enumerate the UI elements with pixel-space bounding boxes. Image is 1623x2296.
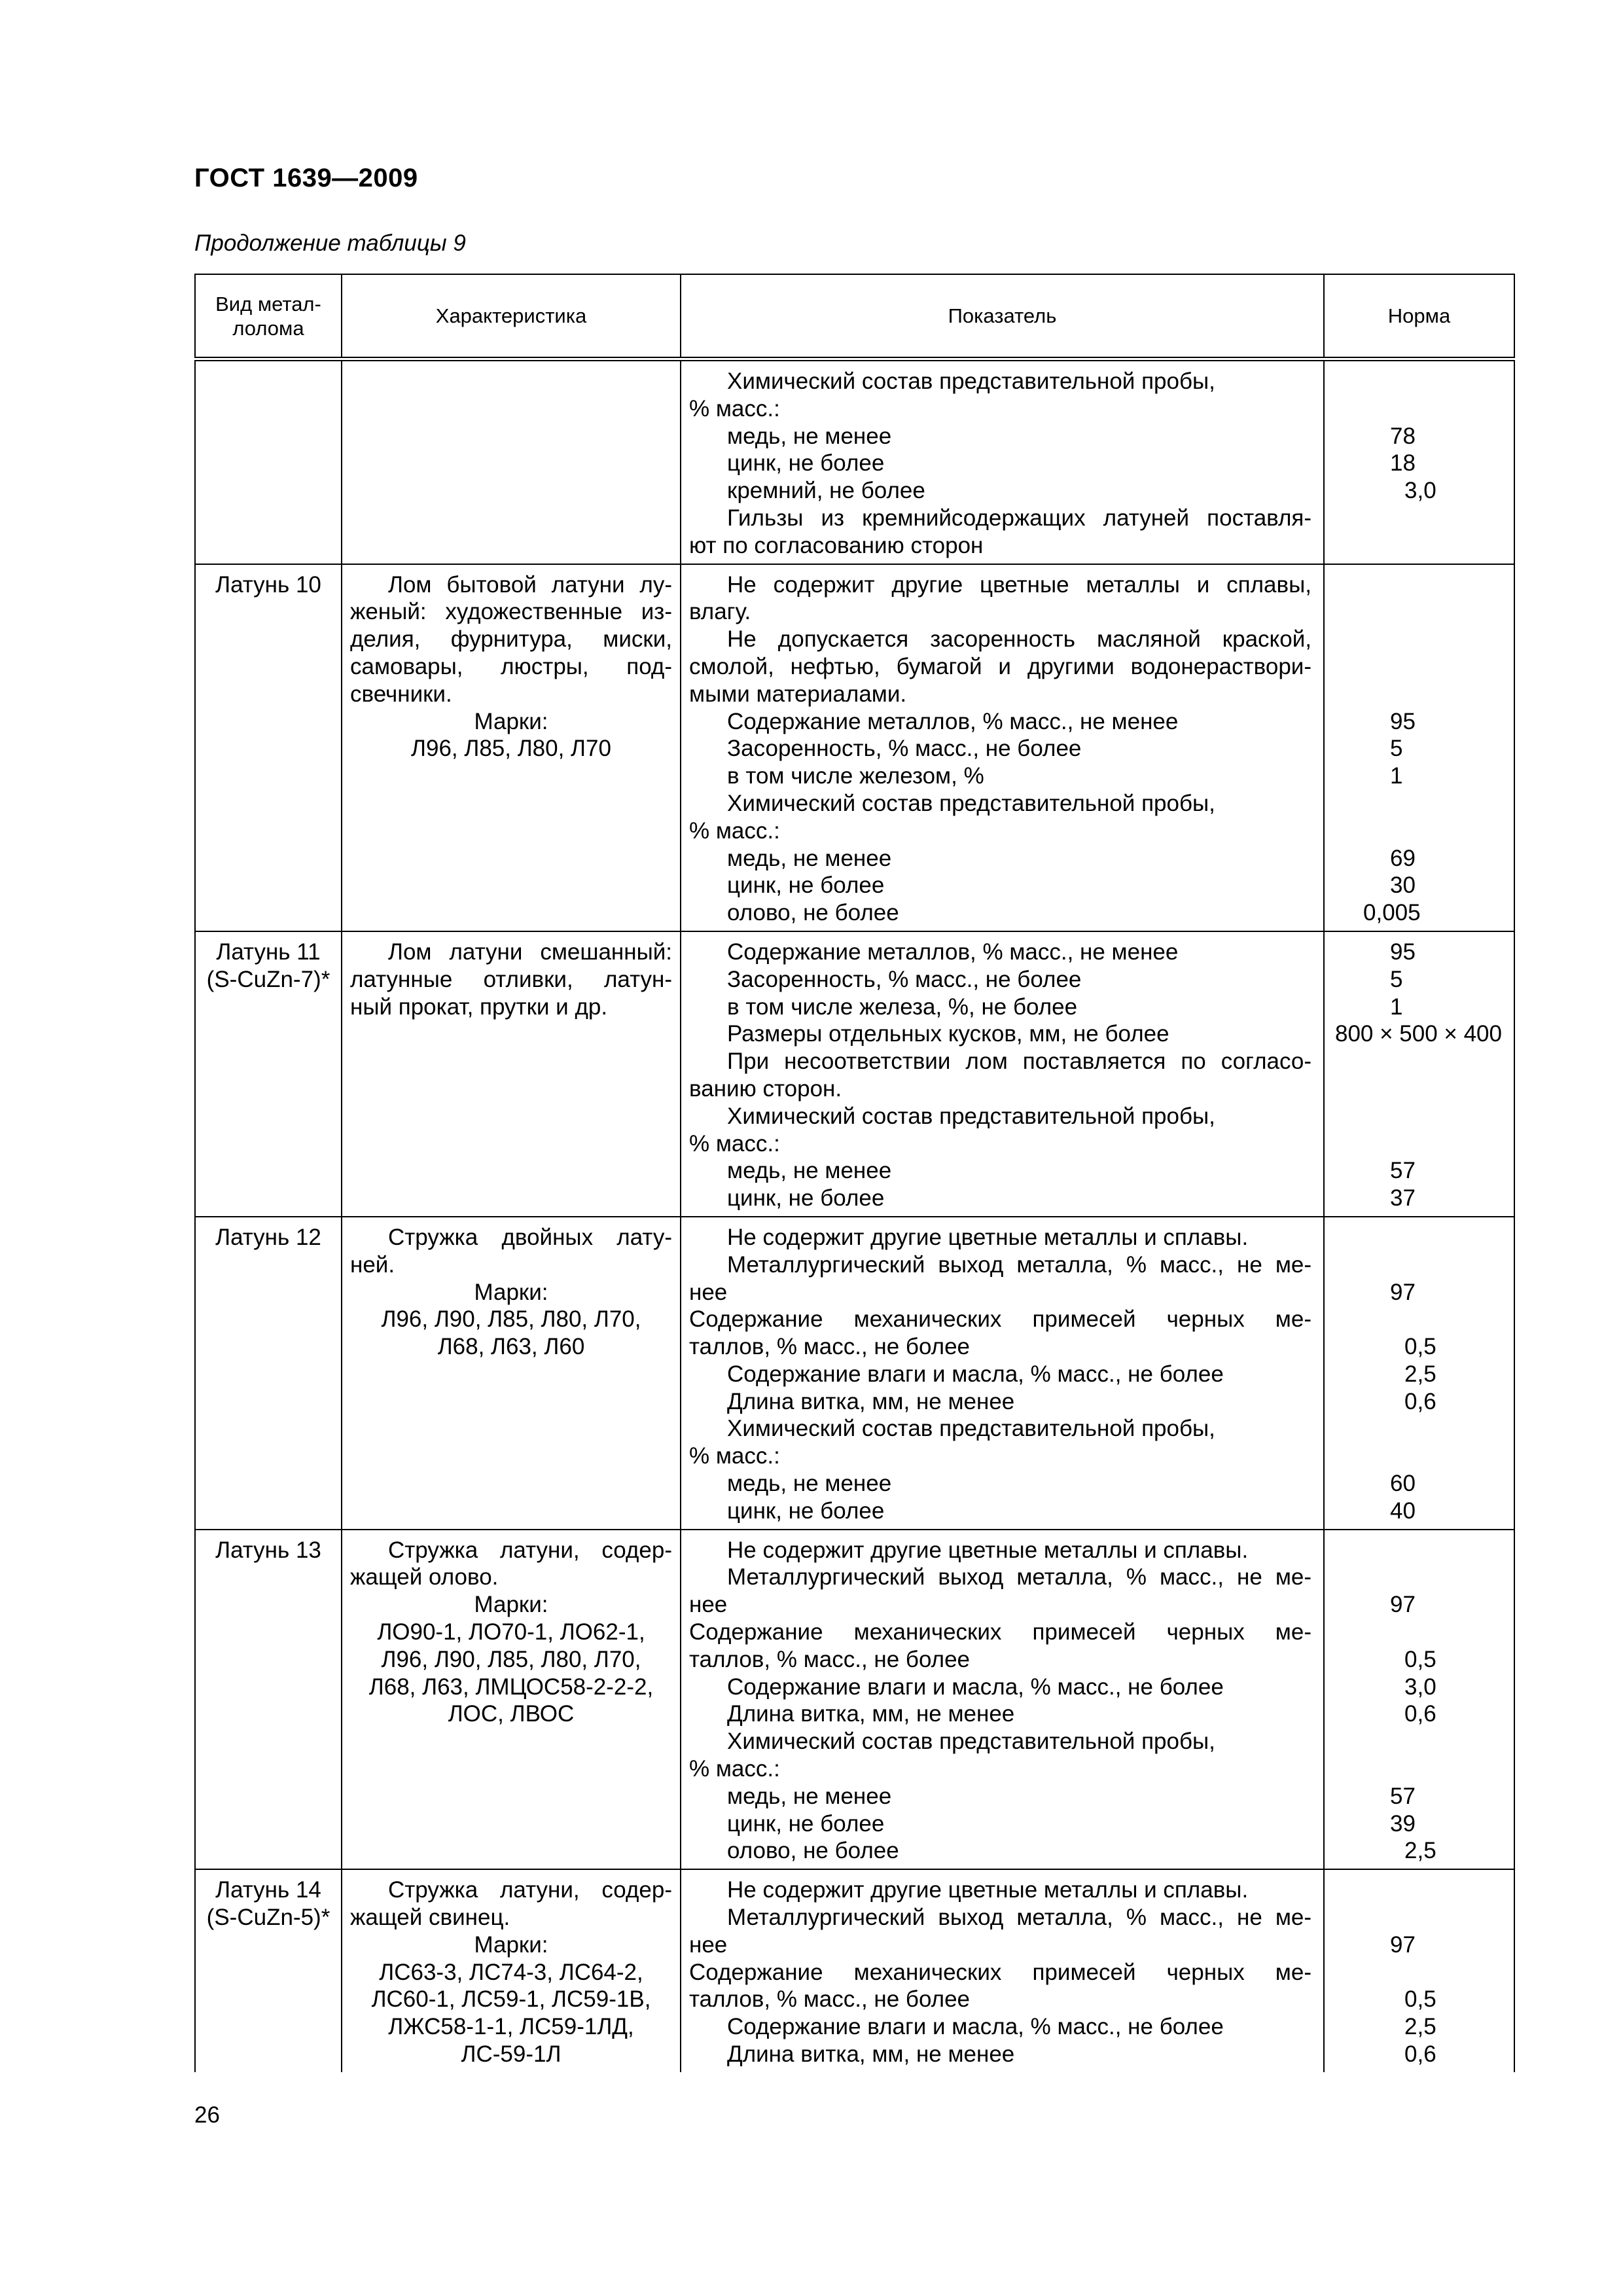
indicator-line: Химический состав представительной пробы, bbox=[727, 790, 1215, 816]
norm-empty bbox=[1325, 790, 1514, 817]
indicator-line: цинк, не более bbox=[727, 1185, 885, 1211]
table-container bbox=[194, 274, 1514, 2072]
col-header-characteristic: Характеристика bbox=[342, 274, 681, 359]
table-caption: Продолжение таблицы 9 bbox=[194, 230, 466, 256]
norm-value: 2,5 bbox=[1404, 1838, 1436, 1864]
norm-value: 37 bbox=[1390, 1185, 1416, 1211]
indicator-line: медь, не менее bbox=[727, 1783, 892, 1809]
characteristic-line: ЛО90-1, ЛО70-1, ЛО62-1, bbox=[377, 1619, 645, 1645]
table-row bbox=[195, 1217, 1514, 1530]
norm-empty bbox=[1325, 598, 1514, 626]
norm-value: 97 bbox=[1390, 1592, 1416, 1618]
norm-empty bbox=[1325, 368, 1514, 395]
indicator-line: Содержание металлов, % масс., не менее bbox=[727, 939, 1179, 965]
indicator-line: Длина витка, мм, не менее bbox=[727, 1701, 1015, 1727]
cell-indicator bbox=[681, 931, 1324, 1217]
characteristic-line: ЛС60-1, ЛС59-1, ЛС59-1В, bbox=[371, 1986, 651, 2013]
norm-value: 39 bbox=[1390, 1810, 1416, 1837]
norm-value: 97 bbox=[1390, 1931, 1416, 1958]
cell-indicator bbox=[681, 1869, 1324, 2072]
data-table bbox=[194, 274, 1515, 2072]
kind-line: Латунь 12 bbox=[215, 1224, 321, 1250]
indicator-line: Металлургический выход металла, % масс., не ме- bbox=[727, 1251, 1311, 1278]
cell-norm bbox=[1324, 1217, 1514, 1530]
norm-value: 57 bbox=[1390, 1783, 1416, 1809]
norm-value: 95 bbox=[1390, 939, 1416, 965]
indicator-line: % масс.: bbox=[689, 1130, 780, 1157]
indicator-line: цинк, не более bbox=[727, 1498, 885, 1524]
col-header-kind: Вид метал- лолома bbox=[195, 274, 342, 359]
indicator-line: олово, не более bbox=[727, 900, 899, 926]
indicator-line: Не содержит другие цветные металлы и сплавы. bbox=[727, 1877, 1249, 1903]
characteristic-line: Л68, Л63, ЛМЦОС58-2-2-2, bbox=[368, 1674, 654, 1700]
kind-line: Латунь 11 bbox=[216, 939, 321, 965]
indicator-line: % масс.: bbox=[689, 395, 780, 422]
norm-empty bbox=[1325, 1443, 1514, 1470]
col-header-indicator: Показатель bbox=[681, 274, 1324, 359]
kind-line: (S-CuZn-7)* bbox=[206, 966, 330, 992]
indicator-line: таллов, % масс., не более bbox=[689, 1646, 971, 1672]
norm-empty bbox=[1325, 505, 1514, 532]
document-title: ГОСТ 1639—2009 bbox=[194, 164, 418, 192]
norm-value: 1 bbox=[1390, 763, 1403, 789]
indicator-line: цинк, не более bbox=[727, 872, 885, 899]
indicator-line: влагу. bbox=[689, 599, 751, 625]
indicator-line: Содержание механических примесей черных ме- bbox=[689, 1619, 1311, 1645]
indicator-line: % масс.: bbox=[689, 817, 780, 844]
norm-value: 800 × 500 × 400 bbox=[1335, 1021, 1502, 1047]
table-row bbox=[195, 564, 1514, 931]
characteristic-line: Марки: bbox=[474, 1592, 548, 1618]
norm-empty bbox=[1325, 817, 1514, 845]
indicator-line: Длина витка, мм, не менее bbox=[727, 2041, 1015, 2068]
cell-characteristic bbox=[342, 1530, 681, 1870]
cell-kind bbox=[195, 359, 342, 564]
indicator-line: медь, не менее bbox=[727, 1471, 892, 1497]
cell-characteristic bbox=[342, 1217, 681, 1530]
norm-value: 2,5 bbox=[1404, 1361, 1436, 1387]
indicator-line: Металлургический выход металла, % масс., не ме- bbox=[727, 1564, 1311, 1590]
indicator-line: нее bbox=[689, 1931, 728, 1958]
characteristic-line: Лом бытовой латуни лу- bbox=[388, 571, 672, 598]
indicator-line: Не содержит другие цветные металлы и сплавы. bbox=[727, 1224, 1249, 1250]
indicator-line: Содержание влаги и масла, % масс., не более bbox=[727, 1361, 1224, 1387]
indicator-line: смолой, нефтью, бумагой и другими водонераствори- bbox=[689, 653, 1311, 679]
characteristic-line: Марки: bbox=[474, 1931, 548, 1958]
indicator-line: Химический состав представительной пробы, bbox=[727, 368, 1215, 394]
norm-value: 2,5 bbox=[1404, 2014, 1436, 2040]
characteristic-line: свечники. bbox=[350, 681, 452, 707]
characteristic-line: ЛЖС58-1-1, ЛС59-1ЛД, bbox=[388, 2014, 634, 2040]
norm-empty bbox=[1325, 681, 1514, 708]
norm-value: 60 bbox=[1390, 1471, 1416, 1497]
norm-empty bbox=[1325, 1415, 1514, 1443]
norm-value: 0,6 bbox=[1404, 1388, 1436, 1414]
indicator-line: Металлургический выход металла, % масс., не ме- bbox=[727, 1905, 1311, 1931]
cell-kind bbox=[195, 1217, 342, 1530]
norm-value: 5 bbox=[1390, 966, 1403, 992]
norm-value: 97 bbox=[1390, 1279, 1416, 1305]
characteristic-line: Л68, Л63, Л60 bbox=[437, 1334, 585, 1360]
indicator-line: кремний, не более bbox=[727, 478, 925, 504]
cell-indicator bbox=[681, 1217, 1324, 1530]
norm-empty bbox=[1325, 1251, 1514, 1279]
norm-empty bbox=[1325, 1048, 1514, 1075]
kind-line: Латунь 14 bbox=[215, 1877, 321, 1903]
table-row bbox=[195, 1869, 1514, 2072]
cell-norm bbox=[1324, 1530, 1514, 1870]
indicator-line: нее bbox=[689, 1592, 728, 1618]
norm-empty bbox=[1325, 571, 1514, 599]
table-header-row bbox=[195, 274, 1514, 359]
table-row bbox=[195, 1530, 1514, 1870]
page-number: 26 bbox=[194, 2102, 220, 2128]
cell-indicator bbox=[681, 564, 1324, 931]
norm-empty bbox=[1325, 1619, 1514, 1646]
norm-empty bbox=[1325, 395, 1514, 423]
indicator-line: таллов, % масс., не более bbox=[689, 1334, 971, 1360]
indicator-line: в том числе железа, %, не более bbox=[727, 994, 1078, 1020]
characteristic-line: делия, фурнитура, миски, bbox=[350, 626, 672, 653]
indicator-line: При несоответствии лом поставляется по согласо- bbox=[727, 1049, 1311, 1075]
characteristic-line: женый: художественные из- bbox=[350, 599, 672, 625]
indicator-line: Длина витка, мм, не менее bbox=[727, 1388, 1015, 1414]
characteristic-line: Стружка двойных лату- bbox=[388, 1224, 672, 1250]
norm-empty bbox=[1325, 1728, 1514, 1755]
indicator-line: ванию сторон. bbox=[689, 1075, 842, 1102]
indicator-line: Не содержит другие цветные металлы и сплавы. bbox=[727, 1537, 1249, 1563]
norm-value: 3,0 bbox=[1404, 1674, 1436, 1700]
norm-value: 0,5 bbox=[1404, 1986, 1436, 2013]
norm-empty bbox=[1325, 1224, 1514, 1251]
norm-value: 1 bbox=[1390, 994, 1403, 1020]
cell-characteristic bbox=[342, 359, 681, 564]
norm-empty bbox=[1325, 1130, 1514, 1158]
norm-empty bbox=[1325, 1564, 1514, 1591]
norm-value: 69 bbox=[1390, 845, 1416, 871]
cell-norm bbox=[1324, 564, 1514, 931]
norm-value: 18 bbox=[1390, 450, 1416, 476]
norm-empty bbox=[1325, 1904, 1514, 1931]
norm-value: 40 bbox=[1390, 1498, 1416, 1524]
indicator-line: Содержание влаги и масла, % масс., не более bbox=[727, 2014, 1224, 2040]
characteristic-line: ЛОС, ЛВОС bbox=[448, 1701, 575, 1727]
indicator-line: нее bbox=[689, 1279, 728, 1305]
cell-kind bbox=[195, 931, 342, 1217]
norm-empty bbox=[1325, 653, 1514, 681]
indicator-line: Химический состав представительной пробы, bbox=[727, 1416, 1215, 1442]
indicator-line: Химический состав представительной пробы, bbox=[727, 1729, 1215, 1755]
characteristic-line: Л96, Л90, Л85, Л80, Л70, bbox=[381, 1646, 641, 1672]
norm-empty bbox=[1325, 1959, 1514, 1986]
cell-kind bbox=[195, 564, 342, 931]
norm-value: 95 bbox=[1390, 708, 1416, 734]
characteristic-line: самовары, люстры, под- bbox=[350, 653, 672, 679]
indicator-line: % масс.: bbox=[689, 1443, 780, 1469]
cell-indicator bbox=[681, 359, 1324, 564]
indicator-line: Содержание механических примесей черных ме- bbox=[689, 1959, 1311, 1985]
indicator-line: Не содержит другие цветные металлы и сплавы, bbox=[727, 571, 1311, 598]
indicator-line: Засоренность, % масс., не более bbox=[727, 966, 1082, 992]
kind-line: Латунь 10 bbox=[215, 571, 321, 598]
characteristic-line: Л96, Л90, Л85, Л80, Л70, bbox=[381, 1306, 641, 1333]
norm-value: 30 bbox=[1390, 872, 1416, 899]
norm-empty bbox=[1325, 1876, 1514, 1904]
indicator-line: Химический состав представительной пробы, bbox=[727, 1103, 1215, 1129]
indicator-line: ют по согласованию сторон bbox=[689, 532, 984, 558]
norm-value: 0,5 bbox=[1404, 1334, 1436, 1360]
characteristic-line: Л96, Л85, Л80, Л70 bbox=[411, 736, 611, 762]
indicator-line: цинк, не более bbox=[727, 450, 885, 476]
kind-line: (S-CuZn-5)* bbox=[206, 1905, 330, 1931]
characteristic-line: жащей олово. bbox=[350, 1564, 499, 1590]
characteristic-line: ЛС63-3, ЛС74-3, ЛС64-2, bbox=[379, 1959, 643, 1985]
indicator-line: олово, не более bbox=[727, 1838, 899, 1864]
indicator-line: Засоренность, % масс., не более bbox=[727, 736, 1082, 762]
cell-characteristic bbox=[342, 564, 681, 931]
indicator-line: таллов, % масс., не более bbox=[689, 1986, 971, 2013]
cell-kind bbox=[195, 1530, 342, 1870]
indicator-line: медь, не менее bbox=[727, 1158, 892, 1184]
indicator-line: % масс.: bbox=[689, 1756, 780, 1782]
col-header-norm: Норма bbox=[1324, 274, 1514, 359]
cell-norm bbox=[1324, 1869, 1514, 2072]
norm-empty bbox=[1325, 1306, 1514, 1333]
characteristic-line: Лом латуни смешанный: bbox=[388, 939, 672, 965]
norm-value: 0,5 bbox=[1404, 1646, 1436, 1672]
characteristic-line: Стружка латуни, содер- bbox=[388, 1877, 672, 1903]
characteristic-line: Стружка латуни, содер- bbox=[388, 1537, 672, 1563]
cell-characteristic bbox=[342, 931, 681, 1217]
norm-value: 5 bbox=[1390, 736, 1403, 762]
indicator-line: цинк, не более bbox=[727, 1810, 885, 1837]
characteristic-line: ный прокат, прутки и др. bbox=[350, 994, 608, 1020]
indicator-line: Содержание металлов, % масс., не менее bbox=[727, 708, 1179, 734]
indicator-line: Содержание механических примесей черных ме- bbox=[689, 1306, 1311, 1333]
norm-value: 57 bbox=[1390, 1158, 1416, 1184]
characteristic-line: ЛС-59-1Л bbox=[461, 2041, 562, 2068]
norm-empty bbox=[1325, 1537, 1514, 1564]
kind-line: Латунь 13 bbox=[215, 1537, 321, 1563]
norm-value: 0,005 bbox=[1363, 900, 1421, 926]
characteristic-line: Марки: bbox=[474, 1279, 548, 1305]
indicator-line: в том числе железом, % bbox=[727, 763, 984, 789]
characteristic-line: Марки: bbox=[474, 708, 548, 734]
indicator-line: медь, не менее bbox=[727, 845, 892, 871]
cell-norm bbox=[1324, 931, 1514, 1217]
norm-value: 78 bbox=[1390, 423, 1416, 449]
norm-empty bbox=[1325, 532, 1514, 560]
cell-kind bbox=[195, 1869, 342, 2072]
norm-value: 0,6 bbox=[1404, 2041, 1436, 2068]
characteristic-line: латунные отливки, латун- bbox=[350, 966, 672, 992]
norm-empty bbox=[1325, 626, 1514, 653]
table-row bbox=[195, 931, 1514, 1217]
indicator-line: Размеры отдельных кусков, мм, не более bbox=[727, 1021, 1169, 1047]
norm-value: 3,0 bbox=[1404, 478, 1436, 504]
norm-empty bbox=[1325, 1075, 1514, 1103]
indicator-line: Не допускается засоренность масляной краской, bbox=[727, 626, 1311, 653]
norm-empty bbox=[1325, 1103, 1514, 1130]
indicator-line: мыми материалами. bbox=[689, 681, 907, 707]
indicator-line: Гильзы из кремнийсодержащих латуней поставля- bbox=[727, 505, 1311, 531]
cell-characteristic bbox=[342, 1869, 681, 2072]
indicator-line: медь, не менее bbox=[727, 423, 892, 449]
norm-empty bbox=[1325, 1755, 1514, 1783]
norm-value: 0,6 bbox=[1404, 1701, 1436, 1727]
characteristic-line: жащей свинец. bbox=[350, 1905, 510, 1931]
cell-norm bbox=[1324, 359, 1514, 564]
indicator-line: Содержание влаги и масла, % масс., не более bbox=[727, 1674, 1224, 1700]
characteristic-line: ней. bbox=[350, 1251, 395, 1278]
table-row bbox=[195, 359, 1514, 564]
cell-indicator bbox=[681, 1530, 1324, 1870]
